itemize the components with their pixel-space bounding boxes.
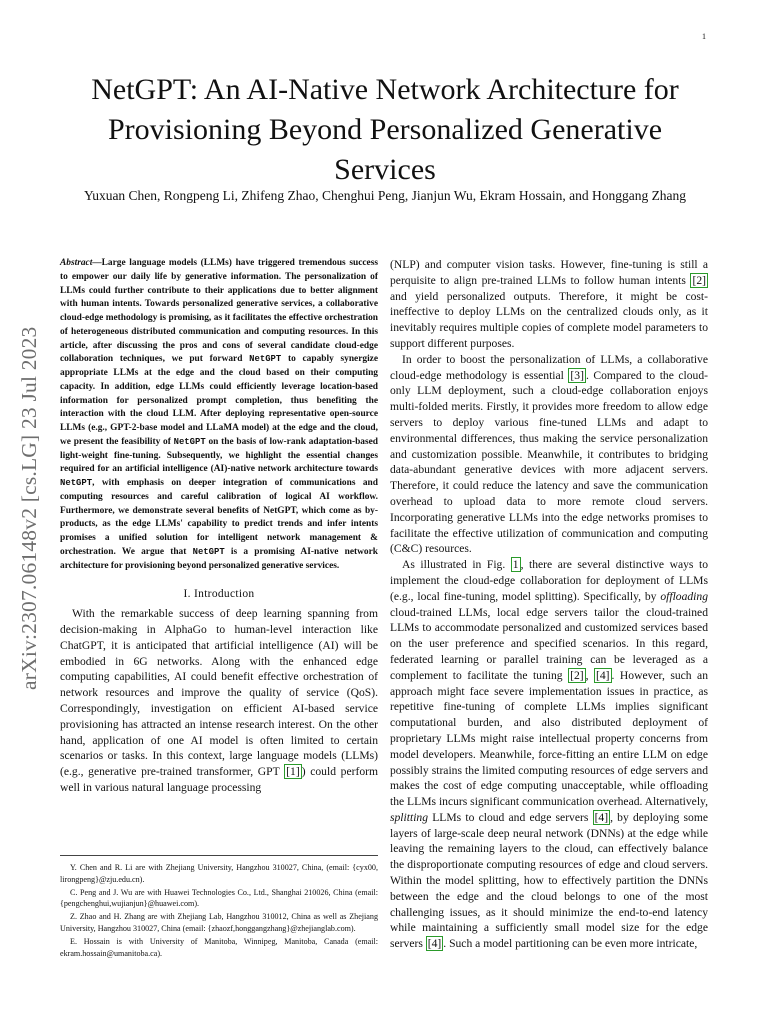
arxiv-identifier: arXiv:2307.06148v2 [cs.LG] 23 Jul 2023 [17,326,41,690]
footnote: Y. Chen and R. Li are with Zhejiang University, Hangzhou 310027, China, (email: {cyx00, lirongpeng}@zju.edu.cn). [60,863,378,884]
citation-link[interactable]: [2] [692,273,706,287]
citation-link[interactable]: [3] [570,368,584,382]
body-paragraph: As illustrated in Fig. 1 , there are several distinctive ways to implement the cloud-edge collaboration for deployment of LLMs (e.g., local fine-tuning, model splitting). Specifically, by offloading cloud-trained LLMs, local edge servers tailor the cloud-trained LLMs to accommodate personalized and customized services based on the user preference and specified scenarios. In this regard, federated learning or parallel training can be leveraged as a complement to facilitate the tuning [2] , [4] . However, such an approach might face severe implementation issues in practice, as repetitive fine-tuning of complete LLMs implies significant computational burden, and also distributed deployment of proprietary LLMs might raise intellectual property concerns from model developers. Meanwhile, force-fitting an entire LLM on edge possibly strains the limited computing resources of edge servers and makes the cost of edge computing unacceptable, while offloading the LLMs incurs significant communication overhead. Alternatively, splitting LLMs to cloud and edge servers [4] , by deploying some layers of large-scale deep neural network (DNNs) at the edge while leaving the remaining layers to the cloud, can effectively balance the disproportionate computing resources of edge and cloud servers. Within the model splitting, how to effectively partition the DNNs between the edge and the cloud belongs to one of the most challenging issues, as it should minimize the end-to-end latency while maintaining a sufficiently small model size for the edge servers [4] . Such a model partitioning can be even more intricate, [390,558,708,951]
footnote: Z. Zhao and H. Zhang are with Zhejiang Lab, Hangzhou 310012, China as well as Zhejiang University, Hangzhou 310027, China (email: {zhaozf,honggangzhang}@zhejianglab.com). [60,912,378,933]
netgpt-term: NetGPT [249,354,282,365]
emphasis-term: splitting [390,810,429,824]
right-column [390,257,708,952]
paper-title: NetGPT: An AI-Native Network Architecture for Provisioning Beyond Personalized Generative Services [91,73,679,186]
netgpt-term: NetGPT [173,436,206,447]
body-paragraph: (NLP) and computer vision tasks. However, fine-tuning is still a perquisite to align pre-trained LLMs to follow human intents [2] and yield personalized outputs. Therefore, it might be cost-ineffective to deploy LLMs on the centralized clouds only, as it inevitably requires multiple copies of complete model parameters to support different purposes. [390,258,708,350]
citation-link[interactable]: [4] [594,810,609,824]
citation-link[interactable]: [4] [427,937,442,951]
citation-link[interactable]: [4] [596,668,610,682]
citation-link[interactable]: [2] [570,668,584,682]
body-paragraph: In order to boost the personalization of LLMs, a collaborative cloud-edge methodology is essential [3] . Compared to the cloud-only LLM deployment, such a cloud-edge collaboration enjoys multi-folded merits. Firstly, it provides more freedom to allow edge servers to deploy various fine-tuned LLMs and adapt to environmental differences, thus making the service personalization and customization possible. Meanwhile, it contributes to bridging data-abundant generative devices with more adjacent servers. Therefore, it could reduce the latency and save the communication overhead to upload data to more remote cloud servers. Incorporating generative LLMs into the edge networks promises to facilitate the effective utilization of communication and computing (C&C) resources. [390,352,708,556]
left-column [60,257,378,796]
page-number: 1 [702,32,706,41]
footnote: E. Hossain is with University of Manitoba, Winnipeg, Manitoba, Canada (email: ekram.hossain@umanitoba.ca). [60,936,378,958]
section-heading-introduction: I. Introduction [183,588,255,601]
intro-paragraph: With the remarkable success of deep learning spanning from decision-making in AlphaGo to human-level interaction like ChatGPT, it is anticipated that artificial intelligence (AI) will be embodied in 6G networks. Along with the enhanced edge computing capabilities, AI could benefit effective orchestration of network resources and improve the quality of service (QoS). Correspondingly, investigation on efficient AI-based service provisioning has attracted an intense research interest. On the other hand, application of one AI model is often limited to certain scenarios or tasks. In this context, large language models (LLMs) (e.g., generative pre-trained transformer, GPT [1] ) could perform well in various natural language processing [60,607,378,795]
affiliation-footnotes [60,855,378,960]
emphasis-term: offloading [660,589,708,603]
citation-link[interactable]: [1] [286,765,300,779]
figure-link[interactable]: 1 [512,558,519,572]
footnote: C. Peng and J. Wu are with Huawei Technologies Co., Ltd., Shanghai 210026, China (email: {pengchenghui,wujianjun}@huawei.com). [60,887,378,909]
netgpt-term: NetGPT [60,478,93,488]
author-list: Yuxuan Chen, Rongpeng Li, Zhifeng Zhao, Chenghui Peng, Jianjun Wu, Ekram Hossain, and Honggang Zhang [83,188,687,203]
netgpt-term: NetGPT [192,546,225,557]
abstract: Abstract—Large language models (LLMs) have triggered tremendous success to empower our daily life by generative information. The personalization of LLMs could further contribute to their applications due to better alignment with human intents. Towards personalized generative services, a collaborative cloud-edge methodology is promising, as it facilitates the effective orchestration of heterogeneous distributed communication and computing resources. In this article, after discussing the pros and cons of several candidate cloud-edge collaboration techniques, we put forward NetGPT to capably synergize appropriate LLMs at the edge and the cloud based on their computing capacity. In addition, edge LLMs could efficiently leverage location-based information for personalized prompt completion, thus benefiting the interaction with the cloud LLM. After deploying representative open-source LLMs (e.g., GPT-2-base model and LLaMA model) at the edge and the cloud, we present the feasibility of NetGPT on the basis of low-rank adaptation-based light-weight fine-tuning. Subsequently, we highlight the essential changes required for an artificial intelligence (AI)-native network architecture towards NetGPT, with emphasis on deeper integration of communications and computing resources and careful calibration of logical AI workflow. Furthermore, we demonstrate several benefits of NetGPT, which come as by-products, as the edge LLMs' capability to predict trends and infer intents promises a unified solution for intelligent network management & orchestration. We argue that NetGPT is a promising AI-native network architecture for provisioning beyond personalized generative services. [60,258,378,571]
abstract-label: Abstract [60,258,93,268]
